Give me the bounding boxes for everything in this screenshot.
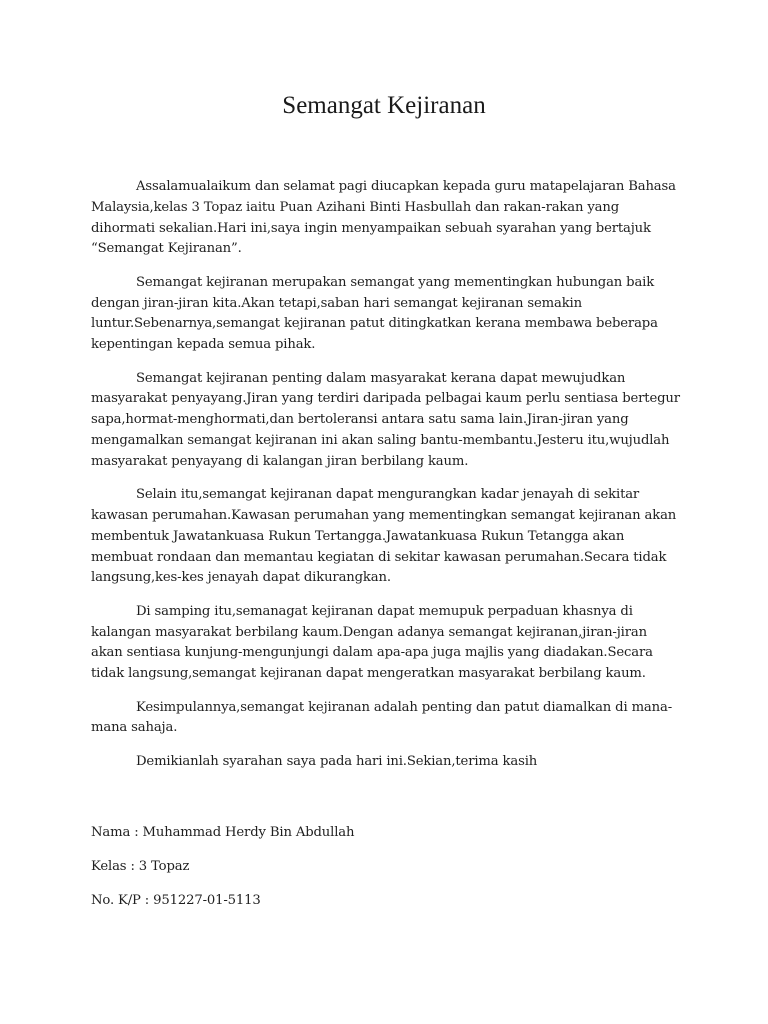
paragraph-closing: Demikianlah syarahan saya pada hari ini.Sekian,terima kasih: [136, 753, 538, 769]
document-title: Semangat Kejiranan: [282, 92, 486, 119]
paragraph-greeting: Assalamualaikum dan selamat pagi diucapkan kepada guru matapelajaran Bahasa Malaysia,kelas 3 Topaz iaitu Puan Azihani Binti Hasbullah dan rakan-rakan yang dihormati sekalian.Hari ini,saya ingin menyampaikan sebuah syarahan yang bertajuk “Semangat Kejiranan”.: [91, 179, 676, 257]
paragraph-crime-reduction: Selain itu,semangat kejiranan dapat mengurangkan kadar jenayah di sekitar kawasan perumahan.Kawasan perumahan yang mementingkan semangat kejiranan akan membentuk Jawatankuasa Rukun Tertangga.Jawatankuasa Rukun Tetangga akan membuat rondaan dan memantau kegiatan di sekitar kawasan perumahan.Secara tidak langsung,kes-kes jenayah dapat dikurangkan.: [91, 487, 677, 586]
paragraph-definition: Semangat kejiranan merupakan semangat yang mementingkan hubungan baik dengan jiran-jiran kita.Akan tetapi,saban hari semangat kejiranan semakin luntur.Sebenarnya,semangat kejiranan patut ditingkatkan kerana membawa beberapa kepentingan kepada semua pihak.: [91, 274, 658, 353]
paragraph-unity: Di samping itu,semanagat kejiranan dapat memupuk perpaduan khasnya di kalangan masyarakat berbilang kaum.Dengan adanya semangat kejiranan,jiran-jiran akan sentiasa kunjung-mengunjungi dalam apa-apa juga majlis yang diadakan.Secara tidak langsung,semangat kejiranan dapat mengeratkan masyarakat berbilang kaum.: [91, 603, 653, 682]
student-class: Kelas : 3 Topaz: [91, 859, 190, 874]
student-id-number: No. K/P : 951227-01-5113: [91, 893, 261, 908]
paragraph-conclusion: Kesimpulannya,semangat kejiranan adalah penting dan patut diamalkan di mana-mana sahaja.: [91, 699, 673, 736]
speech-body: [91, 177, 681, 785]
student-name: Nama : Muhammad Herdy Bin Abdullah: [91, 825, 355, 840]
paragraph-caring-society: Semangat kejiranan penting dalam masyarakat kerana dapat mewujudkan masyarakat penyayang.Jiran yang terdiri daripada pelbagai kaum perlu sentiasa bertegur sapa,hormat-menghormati,dan bertoleransi antara satu sama lain.Jiran-jiran yang mengamalkan semangat kejiranan ini akan saling bantu-membantu.Jesteru itu,wujudlah masyarakat penyayang di kalangan jiran berbilang kaum.: [91, 370, 680, 469]
